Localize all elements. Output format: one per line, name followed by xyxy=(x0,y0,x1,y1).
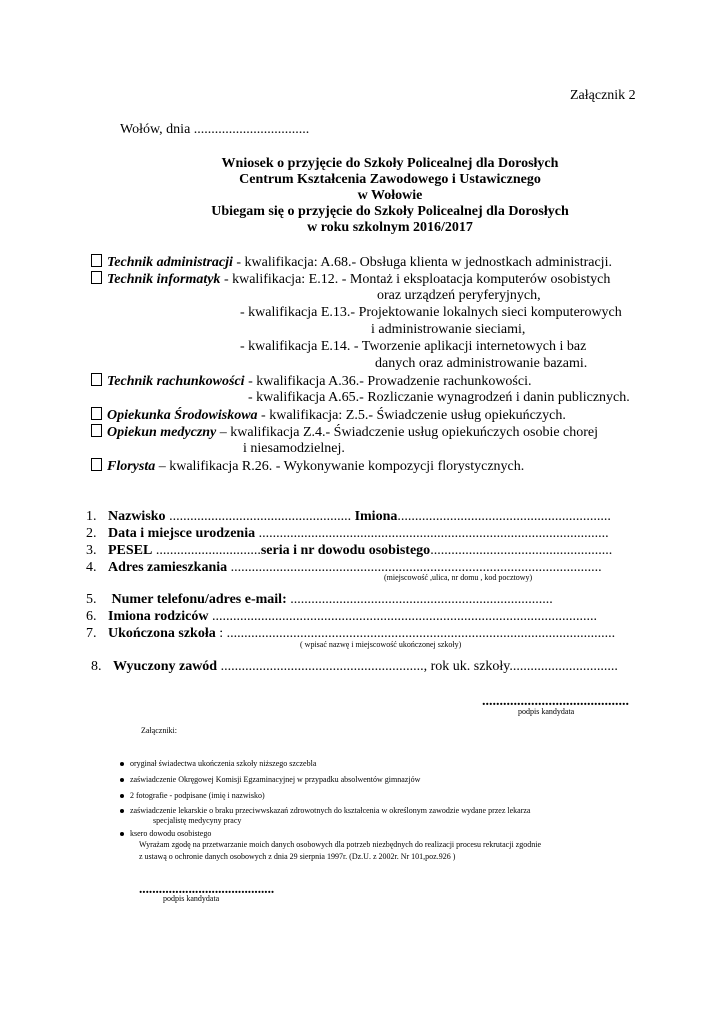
program-accounting[interactable] xyxy=(91,373,531,390)
field-parents-names[interactable] xyxy=(86,609,597,625)
program-medical-cont: i niesamodzielnej. xyxy=(243,441,345,456)
field-label: Imiona xyxy=(351,509,398,524)
title-line-1: Wniosek o przyjęcie do Szkoły Policealnej dla Dorosłych xyxy=(221,156,559,171)
field-dots[interactable]: .........................................................., rok uk. szkoły............................... xyxy=(217,659,618,674)
attachment-item-2: zaświadczenie Okręgowej Komisji Egzaminacyjnej w przypadku absolwentów gimnazjów xyxy=(130,775,421,784)
field-number: 5. xyxy=(86,592,97,607)
program-name: Technik informatyk xyxy=(107,272,221,287)
field-dots[interactable]: .......................................................................................................... xyxy=(227,560,602,575)
title-line-5: w roku szkolnym 2016/2017 xyxy=(307,220,473,235)
field-label: Adres zamieszkania xyxy=(108,560,228,575)
field-dots[interactable]: .................................................................................................... xyxy=(255,526,609,541)
program-name: Technik administracji xyxy=(107,255,233,270)
field-label: seria i nr dowodu osobistego xyxy=(260,543,431,558)
field-address-hint: (miejscowość ,ulica, nr domu , kod pocztowy) xyxy=(384,573,533,582)
program-it-cont-1: oraz urządzeń peryferyjnych, xyxy=(377,288,541,303)
signature-label-top: podpis kandydata xyxy=(518,707,575,716)
program-administration[interactable] xyxy=(91,254,612,271)
field-label: Imiona rodziców xyxy=(108,609,209,624)
bullet-icon xyxy=(120,794,124,798)
program-name: Opiekunka Środowiskowa xyxy=(107,408,258,423)
program-name: Technik rachunkowości xyxy=(107,374,245,389)
field-number: 2. xyxy=(86,526,97,541)
field-label: Ukończona szkoła xyxy=(108,626,216,641)
field-phone-email[interactable] xyxy=(86,592,553,608)
field-label: Data i miejsce urodzenia xyxy=(108,526,256,541)
checkbox-florist[interactable] xyxy=(91,458,102,471)
checkbox-environmental-caregiver[interactable] xyxy=(91,407,102,420)
field-dots[interactable]: .................................................... xyxy=(430,543,613,558)
signature-line-top[interactable]: .......................................... xyxy=(482,694,629,709)
field-birth-date-place[interactable] xyxy=(86,526,609,542)
title-line-4: Ubiegam się o przyjęcie do Szkoły Policealnej dla Dorosłych xyxy=(211,204,569,219)
consent-line-1: Wyrażam zgodę na przetwarzanie moich danych osobowych dla potrzeb niezbędnych do realizacji procesu rekrutacji zgodnie xyxy=(139,840,542,849)
program-name: Opiekun medyczny xyxy=(107,425,217,440)
signature-label-bottom: podpis kandydata xyxy=(163,894,220,903)
program-text: - kwalifikacja: Z.5.- Świadczenie usług opiekuńczych. xyxy=(257,408,566,423)
program-text: – kwalifikacja R.26. - Wykonywanie kompozycji florystycznych. xyxy=(155,459,525,474)
program-it-cont-3: danych oraz administrowanie bazami. xyxy=(375,356,588,371)
bullet-icon xyxy=(120,762,124,766)
field-profession[interactable] xyxy=(91,659,618,675)
program-it-cont-2: i administrowanie sieciami, xyxy=(371,322,526,337)
checkbox-administration[interactable] xyxy=(91,254,102,267)
checkbox-it[interactable] xyxy=(91,271,102,284)
place-date-line: Wołów, dnia ................................. xyxy=(120,122,310,137)
checkbox-medical-caregiver[interactable] xyxy=(91,424,102,437)
program-it[interactable] xyxy=(91,271,610,288)
program-florist[interactable] xyxy=(91,458,524,475)
field-label: Wyuczony zawód xyxy=(113,659,218,674)
program-text: – kwalifikacja Z.4.- Świadczenie usług opiekuńczych osobie chorej xyxy=(216,425,599,440)
signature-line-bottom[interactable]: ......................................... xyxy=(139,881,275,896)
program-it-line-2: - kwalifikacja E.13.- Projektowanie lokalnych sieci komputerowych xyxy=(240,305,622,320)
attachment-label: Załącznik 2 xyxy=(570,88,636,103)
program-text: - kwalifikacja A.36.- Prowadzenie rachunkowości. xyxy=(244,374,532,389)
field-dots[interactable]: .............................................................................................................. xyxy=(208,609,597,624)
program-name: Florysta xyxy=(107,459,156,474)
program-text: - kwalifikacja: E.12. - Montaż i eksploatacja komputerów osobistych xyxy=(220,272,611,287)
attachment-item-4-cont: specjalistę medycyny pracy xyxy=(153,816,242,825)
field-dots[interactable]: ............................................................. xyxy=(397,509,611,524)
checkbox-accounting[interactable] xyxy=(91,373,102,386)
attachment-item-5: ksero dowodu osobistego xyxy=(130,829,212,838)
field-dots[interactable]: ........................................................................... xyxy=(286,592,553,607)
field-surname-names[interactable] xyxy=(86,509,611,525)
bullet-icon xyxy=(120,832,124,836)
field-dots[interactable]: : ............................................................................................................... xyxy=(215,626,616,641)
bullet-icon xyxy=(120,778,124,782)
field-number: 4. xyxy=(86,560,97,575)
program-medical-caregiver[interactable] xyxy=(91,424,598,441)
program-accounting-line-2: - kwalifikacja A.65.- Rozliczanie wynagrodzeń i danin publicznych. xyxy=(248,390,630,405)
field-number: 1. xyxy=(86,509,97,524)
title-line-2: Centrum Kształcenia Zawodowego i Ustawicznego xyxy=(239,172,541,187)
title-line-3: w Wołowie xyxy=(357,188,423,203)
field-pesel-id[interactable] xyxy=(86,543,612,559)
attachment-item-1: oryginał świadectwa ukończenia szkoły niższego szczebla xyxy=(130,759,317,768)
attachment-item-4: zaświadczenie lekarskie o braku przeciwwskazań zdrowotnych do kształcenia w określonym zawodzie wydane przez lekarza xyxy=(130,806,531,815)
program-environmental-caregiver[interactable] xyxy=(91,407,566,424)
field-label: PESEL xyxy=(108,543,153,558)
program-text: - kwalifikacja: A.68.- Obsługa klienta w jednostkach administracji. xyxy=(232,255,612,270)
field-school-hint: ( wpisać nazwę i miejscowość ukończonej szkoły) xyxy=(300,640,462,649)
field-label: Nazwisko xyxy=(108,509,166,524)
field-dots[interactable]: .............................. xyxy=(152,543,261,558)
attachments-heading: Załączniki: xyxy=(141,726,177,735)
field-number: 7. xyxy=(86,626,97,641)
field-number: 6. xyxy=(86,609,97,624)
consent-line-2: z ustawą o ochronie danych osobowych z dnia 29 sierpnia 1997r. (Dz.U. z 2002r. Nr 101,poz.926 ) xyxy=(139,852,456,861)
field-dots[interactable]: .................................................... xyxy=(165,509,352,524)
field-number: 8. xyxy=(91,659,102,674)
bullet-icon xyxy=(120,809,124,813)
field-number: 3. xyxy=(86,543,97,558)
program-it-line-3: - kwalifikacja E.14. - Tworzenie aplikacji internetowych i baz xyxy=(240,339,587,354)
attachment-item-3: 2 fotografie - podpisane (imię i nazwisko) xyxy=(130,791,265,800)
field-label: Numer telefonu/adres e-mail: xyxy=(108,592,287,607)
